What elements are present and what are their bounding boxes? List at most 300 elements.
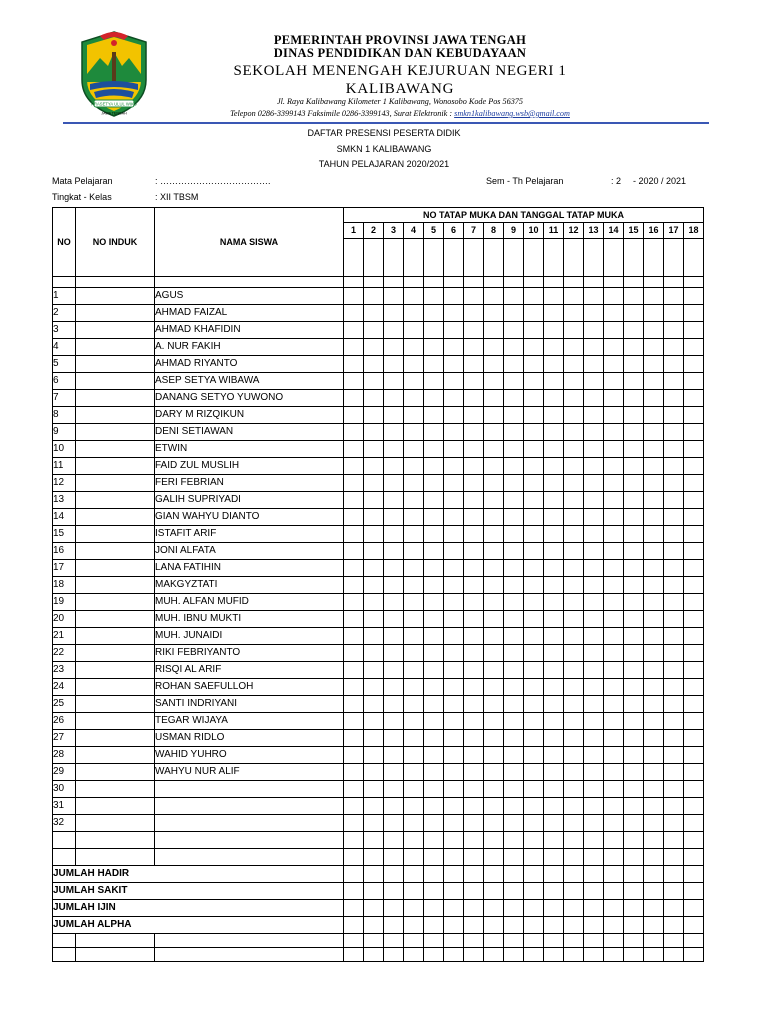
attendance-cell[interactable] xyxy=(584,679,604,696)
attendance-cell[interactable] xyxy=(384,339,404,356)
meeting-date-cell[interactable] xyxy=(604,239,624,277)
attendance-cell[interactable] xyxy=(604,798,624,815)
attendance-cell[interactable] xyxy=(524,339,544,356)
attendance-cell[interactable] xyxy=(464,883,484,900)
attendance-cell[interactable] xyxy=(644,356,664,373)
attendance-cell[interactable] xyxy=(444,798,464,815)
attendance-cell[interactable] xyxy=(504,611,524,628)
attendance-cell[interactable] xyxy=(344,526,364,543)
attendance-cell[interactable] xyxy=(644,917,664,934)
meeting-date-cell[interactable] xyxy=(664,239,684,277)
attendance-cell[interactable] xyxy=(424,441,444,458)
attendance-cell[interactable] xyxy=(384,492,404,509)
attendance-cell[interactable] xyxy=(504,866,524,883)
attendance-cell[interactable] xyxy=(444,948,464,962)
attendance-cell[interactable] xyxy=(384,475,404,492)
meeting-date-cell[interactable] xyxy=(584,239,604,277)
attendance-cell[interactable] xyxy=(484,492,504,509)
attendance-cell[interactable] xyxy=(404,373,424,390)
attendance-cell[interactable] xyxy=(484,305,504,322)
attendance-cell[interactable] xyxy=(364,492,384,509)
attendance-cell[interactable] xyxy=(364,475,384,492)
attendance-cell[interactable] xyxy=(584,526,604,543)
attendance-cell[interactable] xyxy=(484,815,504,832)
attendance-cell[interactable] xyxy=(504,475,524,492)
attendance-cell[interactable] xyxy=(404,645,424,662)
attendance-cell[interactable] xyxy=(604,764,624,781)
attendance-cell[interactable] xyxy=(604,900,624,917)
attendance-cell[interactable] xyxy=(564,948,584,962)
attendance-cell[interactable] xyxy=(544,339,564,356)
attendance-cell[interactable] xyxy=(464,322,484,339)
attendance-cell[interactable] xyxy=(604,645,624,662)
attendance-cell[interactable] xyxy=(684,849,704,866)
attendance-cell[interactable] xyxy=(524,322,544,339)
attendance-cell[interactable] xyxy=(524,645,544,662)
attendance-cell[interactable] xyxy=(584,764,604,781)
attendance-cell[interactable] xyxy=(384,390,404,407)
attendance-cell[interactable] xyxy=(384,696,404,713)
attendance-cell[interactable] xyxy=(604,628,624,645)
attendance-cell[interactable] xyxy=(424,781,444,798)
attendance-cell[interactable] xyxy=(644,866,664,883)
attendance-cell[interactable] xyxy=(364,288,384,305)
attendance-cell[interactable] xyxy=(584,475,604,492)
attendance-cell[interactable] xyxy=(644,543,664,560)
attendance-cell[interactable] xyxy=(664,288,684,305)
attendance-cell[interactable] xyxy=(444,730,464,747)
attendance-cell[interactable] xyxy=(344,424,364,441)
attendance-cell[interactable] xyxy=(484,679,504,696)
attendance-cell[interactable] xyxy=(384,849,404,866)
attendance-cell[interactable] xyxy=(444,713,464,730)
attendance-cell[interactable] xyxy=(404,866,424,883)
attendance-cell[interactable] xyxy=(544,696,564,713)
attendance-cell[interactable] xyxy=(644,611,664,628)
attendance-cell[interactable] xyxy=(644,424,664,441)
attendance-cell[interactable] xyxy=(404,713,424,730)
attendance-cell[interactable] xyxy=(524,424,544,441)
attendance-cell[interactable] xyxy=(604,696,624,713)
attendance-cell[interactable] xyxy=(344,798,364,815)
attendance-cell[interactable] xyxy=(484,594,504,611)
attendance-cell[interactable] xyxy=(424,339,444,356)
attendance-cell[interactable] xyxy=(484,948,504,962)
attendance-cell[interactable] xyxy=(524,849,544,866)
attendance-cell[interactable] xyxy=(564,560,584,577)
attendance-cell[interactable] xyxy=(504,815,524,832)
attendance-cell[interactable] xyxy=(404,815,424,832)
attendance-cell[interactable] xyxy=(364,662,384,679)
attendance-cell[interactable] xyxy=(624,934,644,948)
attendance-cell[interactable] xyxy=(544,849,564,866)
attendance-cell[interactable] xyxy=(384,407,404,424)
attendance-cell[interactable] xyxy=(344,628,364,645)
attendance-cell[interactable] xyxy=(664,948,684,962)
attendance-cell[interactable] xyxy=(464,475,484,492)
attendance-cell[interactable] xyxy=(664,900,684,917)
attendance-cell[interactable] xyxy=(664,373,684,390)
attendance-cell[interactable] xyxy=(604,543,624,560)
attendance-cell[interactable] xyxy=(464,339,484,356)
attendance-cell[interactable] xyxy=(604,815,624,832)
student-id-cell[interactable] xyxy=(76,407,155,424)
attendance-cell[interactable] xyxy=(564,322,584,339)
attendance-cell[interactable] xyxy=(564,628,584,645)
attendance-cell[interactable] xyxy=(544,543,564,560)
attendance-cell[interactable] xyxy=(424,679,444,696)
attendance-cell[interactable] xyxy=(344,339,364,356)
attendance-cell[interactable] xyxy=(404,458,424,475)
attendance-cell[interactable] xyxy=(424,645,444,662)
attendance-cell[interactable] xyxy=(564,730,584,747)
attendance-cell[interactable] xyxy=(384,883,404,900)
attendance-cell[interactable] xyxy=(344,781,364,798)
attendance-cell[interactable] xyxy=(604,611,624,628)
attendance-cell[interactable] xyxy=(624,883,644,900)
attendance-cell[interactable] xyxy=(604,747,624,764)
attendance-cell[interactable] xyxy=(624,764,644,781)
attendance-cell[interactable] xyxy=(664,305,684,322)
attendance-cell[interactable] xyxy=(484,356,504,373)
attendance-cell[interactable] xyxy=(484,475,504,492)
student-id-cell[interactable] xyxy=(76,764,155,781)
attendance-cell[interactable] xyxy=(484,441,504,458)
attendance-cell[interactable] xyxy=(344,934,364,948)
attendance-cell[interactable] xyxy=(624,849,644,866)
attendance-cell[interactable] xyxy=(484,645,504,662)
attendance-cell[interactable] xyxy=(624,747,644,764)
attendance-cell[interactable] xyxy=(644,339,664,356)
attendance-cell[interactable] xyxy=(484,832,504,849)
attendance-cell[interactable] xyxy=(684,611,704,628)
attendance-cell[interactable] xyxy=(504,339,524,356)
attendance-cell[interactable] xyxy=(564,543,584,560)
student-id-cell[interactable] xyxy=(76,441,155,458)
attendance-cell[interactable] xyxy=(464,492,484,509)
attendance-cell[interactable] xyxy=(564,492,584,509)
attendance-cell[interactable] xyxy=(584,339,604,356)
attendance-cell[interactable] xyxy=(424,764,444,781)
attendance-cell[interactable] xyxy=(344,441,364,458)
attendance-cell[interactable] xyxy=(624,509,644,526)
attendance-cell[interactable] xyxy=(504,730,524,747)
attendance-cell[interactable] xyxy=(684,339,704,356)
attendance-cell[interactable] xyxy=(484,917,504,934)
attendance-cell[interactable] xyxy=(464,441,484,458)
attendance-cell[interactable] xyxy=(544,900,564,917)
attendance-cell[interactable] xyxy=(484,730,504,747)
attendance-cell[interactable] xyxy=(484,934,504,948)
attendance-cell[interactable] xyxy=(664,696,684,713)
blank-cell[interactable] xyxy=(53,934,76,948)
attendance-cell[interactable] xyxy=(444,866,464,883)
attendance-cell[interactable] xyxy=(624,356,644,373)
attendance-cell[interactable] xyxy=(484,560,504,577)
attendance-cell[interactable] xyxy=(384,628,404,645)
blank-cell[interactable] xyxy=(76,948,155,962)
attendance-cell[interactable] xyxy=(604,305,624,322)
attendance-cell[interactable] xyxy=(684,594,704,611)
student-id-cell[interactable] xyxy=(76,526,155,543)
attendance-cell[interactable] xyxy=(464,781,484,798)
attendance-cell[interactable] xyxy=(444,934,464,948)
attendance-cell[interactable] xyxy=(584,492,604,509)
attendance-cell[interactable] xyxy=(664,441,684,458)
attendance-cell[interactable] xyxy=(684,373,704,390)
attendance-cell[interactable] xyxy=(684,560,704,577)
attendance-cell[interactable] xyxy=(544,832,564,849)
attendance-cell[interactable] xyxy=(544,594,564,611)
attendance-cell[interactable] xyxy=(444,288,464,305)
attendance-cell[interactable] xyxy=(504,798,524,815)
attendance-cell[interactable] xyxy=(484,322,504,339)
attendance-cell[interactable] xyxy=(524,577,544,594)
attendance-cell[interactable] xyxy=(524,764,544,781)
attendance-cell[interactable] xyxy=(524,543,544,560)
attendance-cell[interactable] xyxy=(584,560,604,577)
attendance-cell[interactable] xyxy=(664,917,684,934)
attendance-cell[interactable] xyxy=(484,424,504,441)
attendance-cell[interactable] xyxy=(664,747,684,764)
attendance-cell[interactable] xyxy=(584,390,604,407)
attendance-cell[interactable] xyxy=(344,883,364,900)
attendance-cell[interactable] xyxy=(604,577,624,594)
attendance-cell[interactable] xyxy=(584,917,604,934)
student-id-cell[interactable] xyxy=(76,509,155,526)
attendance-cell[interactable] xyxy=(404,424,424,441)
attendance-cell[interactable] xyxy=(384,305,404,322)
attendance-cell[interactable] xyxy=(424,594,444,611)
attendance-cell[interactable] xyxy=(384,832,404,849)
attendance-cell[interactable] xyxy=(544,948,564,962)
attendance-cell[interactable] xyxy=(464,696,484,713)
attendance-cell[interactable] xyxy=(464,305,484,322)
student-id-cell[interactable] xyxy=(76,458,155,475)
attendance-cell[interactable] xyxy=(644,509,664,526)
attendance-cell[interactable] xyxy=(544,798,564,815)
attendance-cell[interactable] xyxy=(684,458,704,475)
attendance-cell[interactable] xyxy=(604,458,624,475)
attendance-cell[interactable] xyxy=(644,662,664,679)
attendance-cell[interactable] xyxy=(404,577,424,594)
attendance-cell[interactable] xyxy=(404,679,424,696)
attendance-cell[interactable] xyxy=(684,662,704,679)
attendance-cell[interactable] xyxy=(524,492,544,509)
attendance-cell[interactable] xyxy=(444,849,464,866)
attendance-cell[interactable] xyxy=(424,475,444,492)
attendance-cell[interactable] xyxy=(384,424,404,441)
attendance-cell[interactable] xyxy=(504,441,524,458)
attendance-cell[interactable] xyxy=(364,798,384,815)
attendance-cell[interactable] xyxy=(644,492,664,509)
attendance-cell[interactable] xyxy=(684,441,704,458)
attendance-cell[interactable] xyxy=(484,781,504,798)
attendance-cell[interactable] xyxy=(604,492,624,509)
attendance-cell[interactable] xyxy=(604,866,624,883)
attendance-cell[interactable] xyxy=(584,866,604,883)
attendance-cell[interactable] xyxy=(404,849,424,866)
student-id-cell[interactable] xyxy=(76,594,155,611)
attendance-cell[interactable] xyxy=(504,645,524,662)
attendance-cell[interactable] xyxy=(384,866,404,883)
attendance-cell[interactable] xyxy=(404,543,424,560)
attendance-cell[interactable] xyxy=(464,424,484,441)
attendance-cell[interactable] xyxy=(524,781,544,798)
attendance-cell[interactable] xyxy=(584,543,604,560)
attendance-cell[interactable] xyxy=(404,948,424,962)
student-id-cell[interactable] xyxy=(76,543,155,560)
meeting-date-cell[interactable] xyxy=(524,239,544,277)
attendance-cell[interactable] xyxy=(664,883,684,900)
attendance-cell[interactable] xyxy=(584,798,604,815)
attendance-cell[interactable] xyxy=(644,679,664,696)
attendance-cell[interactable] xyxy=(384,594,404,611)
attendance-cell[interactable] xyxy=(384,441,404,458)
attendance-cell[interactable] xyxy=(464,373,484,390)
attendance-cell[interactable] xyxy=(544,475,564,492)
attendance-cell[interactable] xyxy=(424,492,444,509)
attendance-cell[interactable] xyxy=(424,577,444,594)
attendance-cell[interactable] xyxy=(404,883,424,900)
student-id-cell[interactable] xyxy=(76,475,155,492)
attendance-cell[interactable] xyxy=(544,560,564,577)
attendance-cell[interactable] xyxy=(604,730,624,747)
meeting-date-cell[interactable] xyxy=(364,239,384,277)
attendance-cell[interactable] xyxy=(584,356,604,373)
attendance-cell[interactable] xyxy=(444,747,464,764)
attendance-cell[interactable] xyxy=(584,713,604,730)
attendance-cell[interactable] xyxy=(364,441,384,458)
attendance-cell[interactable] xyxy=(344,288,364,305)
attendance-cell[interactable] xyxy=(624,543,644,560)
attendance-cell[interactable] xyxy=(664,815,684,832)
attendance-cell[interactable] xyxy=(524,713,544,730)
attendance-cell[interactable] xyxy=(364,832,384,849)
attendance-cell[interactable] xyxy=(524,730,544,747)
attendance-cell[interactable] xyxy=(564,917,584,934)
attendance-cell[interactable] xyxy=(364,730,384,747)
attendance-cell[interactable] xyxy=(584,407,604,424)
attendance-cell[interactable] xyxy=(684,407,704,424)
attendance-cell[interactable] xyxy=(684,713,704,730)
attendance-cell[interactable] xyxy=(524,288,544,305)
attendance-cell[interactable] xyxy=(584,441,604,458)
attendance-cell[interactable] xyxy=(424,832,444,849)
attendance-cell[interactable] xyxy=(524,390,544,407)
attendance-cell[interactable] xyxy=(504,747,524,764)
attendance-cell[interactable] xyxy=(564,441,584,458)
attendance-cell[interactable] xyxy=(464,560,484,577)
attendance-cell[interactable] xyxy=(504,492,524,509)
attendance-cell[interactable] xyxy=(384,526,404,543)
attendance-cell[interactable] xyxy=(604,322,624,339)
attendance-cell[interactable] xyxy=(344,832,364,849)
attendance-cell[interactable] xyxy=(384,747,404,764)
attendance-cell[interactable] xyxy=(544,441,564,458)
attendance-cell[interactable] xyxy=(344,356,364,373)
attendance-cell[interactable] xyxy=(604,407,624,424)
attendance-cell[interactable] xyxy=(424,849,444,866)
attendance-cell[interactable] xyxy=(504,832,524,849)
attendance-cell[interactable] xyxy=(344,645,364,662)
attendance-cell[interactable] xyxy=(584,305,604,322)
meeting-date-cell[interactable] xyxy=(464,239,484,277)
attendance-cell[interactable] xyxy=(364,577,384,594)
attendance-cell[interactable] xyxy=(644,948,664,962)
attendance-cell[interactable] xyxy=(344,407,364,424)
attendance-cell[interactable] xyxy=(664,322,684,339)
attendance-cell[interactable] xyxy=(624,645,644,662)
attendance-cell[interactable] xyxy=(364,373,384,390)
attendance-cell[interactable] xyxy=(484,628,504,645)
attendance-cell[interactable] xyxy=(624,339,644,356)
attendance-cell[interactable] xyxy=(384,611,404,628)
attendance-cell[interactable] xyxy=(664,645,684,662)
student-id-cell[interactable] xyxy=(76,577,155,594)
attendance-cell[interactable] xyxy=(584,373,604,390)
attendance-cell[interactable] xyxy=(364,883,384,900)
attendance-cell[interactable] xyxy=(644,832,664,849)
attendance-cell[interactable] xyxy=(484,458,504,475)
attendance-cell[interactable] xyxy=(604,832,624,849)
attendance-cell[interactable] xyxy=(364,764,384,781)
attendance-cell[interactable] xyxy=(564,356,584,373)
attendance-cell[interactable] xyxy=(364,611,384,628)
attendance-cell[interactable] xyxy=(344,713,364,730)
student-id-cell[interactable] xyxy=(76,339,155,356)
attendance-cell[interactable] xyxy=(664,560,684,577)
attendance-cell[interactable] xyxy=(504,577,524,594)
attendance-cell[interactable] xyxy=(404,288,424,305)
attendance-cell[interactable] xyxy=(484,543,504,560)
attendance-cell[interactable] xyxy=(424,662,444,679)
attendance-cell[interactable] xyxy=(584,458,604,475)
attendance-cell[interactable] xyxy=(444,696,464,713)
attendance-cell[interactable] xyxy=(364,526,384,543)
meeting-date-cell[interactable] xyxy=(344,239,364,277)
attendance-cell[interactable] xyxy=(424,373,444,390)
attendance-cell[interactable] xyxy=(384,662,404,679)
attendance-cell[interactable] xyxy=(604,509,624,526)
attendance-cell[interactable] xyxy=(364,322,384,339)
student-id-cell[interactable] xyxy=(76,628,155,645)
attendance-cell[interactable] xyxy=(424,798,444,815)
attendance-cell[interactable] xyxy=(684,917,704,934)
attendance-cell[interactable] xyxy=(544,866,564,883)
attendance-cell[interactable] xyxy=(664,594,684,611)
attendance-cell[interactable] xyxy=(504,543,524,560)
attendance-cell[interactable] xyxy=(524,407,544,424)
attendance-cell[interactable] xyxy=(484,713,504,730)
attendance-cell[interactable] xyxy=(524,356,544,373)
meeting-date-cell[interactable] xyxy=(564,239,584,277)
attendance-cell[interactable] xyxy=(524,305,544,322)
attendance-cell[interactable] xyxy=(464,764,484,781)
attendance-cell[interactable] xyxy=(504,288,524,305)
attendance-cell[interactable] xyxy=(624,560,644,577)
attendance-cell[interactable] xyxy=(404,560,424,577)
attendance-cell[interactable] xyxy=(424,883,444,900)
attendance-cell[interactable] xyxy=(664,849,684,866)
attendance-cell[interactable] xyxy=(624,458,644,475)
attendance-cell[interactable] xyxy=(584,594,604,611)
attendance-cell[interactable] xyxy=(524,526,544,543)
attendance-cell[interactable] xyxy=(404,509,424,526)
attendance-cell[interactable] xyxy=(404,322,424,339)
attendance-cell[interactable] xyxy=(624,781,644,798)
attendance-cell[interactable] xyxy=(464,543,484,560)
